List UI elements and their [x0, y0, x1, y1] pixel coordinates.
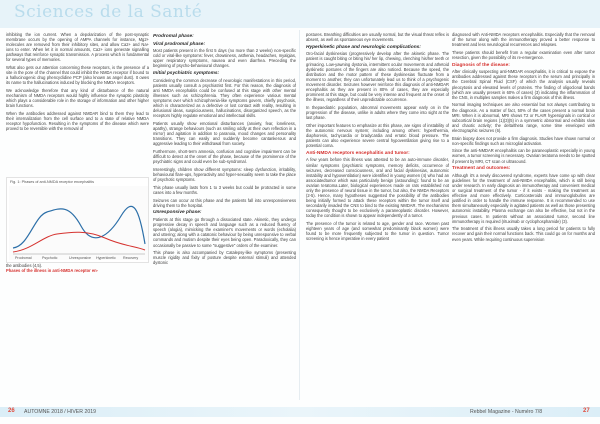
figure-phases [6, 177, 149, 263]
text-column-3 [306, 32, 449, 400]
section-heading: Treatment and outcomes: [452, 166, 511, 172]
paragraph: Considering the common decrease of neurologic manifestations in this period, patients usually consult a psychiatrist first. For this reason, the diagnosis of anti NMDA encephalitis could be confused at this stage with other mental illnesses such as schizophrenia. They often experience various mental symptoms over which schizophrenia-like symptoms govern, chiefly psychosis, which is characterized as a defective or lost contact with reality, resulting in delusional ideas, suspiciousness, hallucinations, disorganized speech, as the receptors highly regulate emotional and intellectual skills. [153, 77, 296, 119]
subheading: Viral prodromal phase: [153, 41, 206, 47]
figure-diagram [9, 186, 148, 260]
page-number-right: 27 [583, 408, 590, 414]
paragraph: Although it's a newly discovered syndrome, experts have come up with clear guidelines for the treatment of anti-NMDA encephalitis, which is still being under research. In early diagnosis an immunotherapy and convenient medical or surgical treatment of the tumor - if it exists - making the treatment as effective and more effectively. Corticosteroids and immunoglobulins are justified in order to handle the immune response. It is recommended to use them simultaneously especially in agitated patients as well as those presenting autonomic instability. Plasma exchange can also be effective, but not in the previous cases. In patients without an associated tumor, second line immunotherapy is required (rituximab or cyclophosphamide) (3). [452, 172, 595, 224]
paragraph: In thepaediatric population, abnormal movements appear early on in the progression of the disease, unlike in adults where they come into sight at the last phase. [306, 104, 449, 121]
paragraph: postures. Breathing difficulties are usually normal, but the visual threat reflex is absent, as well as spontaneous eye movements. [306, 32, 449, 43]
text-column-2 [153, 32, 296, 400]
paragraph: These patients should benefit from a regular examination even after tumor resection, given the possibility of its re-emergence. [452, 49, 595, 60]
phase-label: Psychotic [42, 256, 58, 260]
paragraph: What also gets our attention concerning these receptors, is the presence of a site in the pore of the channel that could inhibit the NMDA receptor if bound to a hallucinogenic drug phencyclidine PCP (also known as angel dust). It owes its name to the hallucinations induced by blocking the NMDA receptors. [6, 65, 149, 86]
caption-prefix: the antibodies (4,5). [6, 263, 43, 268]
paragraph: Most patients present in the first 5 days (no more than 2 weeks) non-specific cold or viral-like symptoms: fever, drowsiness, asthenia, headaches, myalgias, upper respiratory symptoms, nausea and even diarrhea. Preceding the beginning of psycho-behavioural changes. [153, 48, 296, 69]
paragraph: Furthermore, short-term amnesia, confusion and cognitive impairment can be difficult to detect at the onset of the phase, because of the prominence of the psychiatric signs and could even be sub-syndromal. [153, 149, 296, 165]
section-heading: Anti-NMDA receptors encephalitis and tumor: [306, 150, 410, 156]
paragraph: When the antibodies addressed against NMDAR bind to them they lead to their internalization from the cell surface and to a state of relative NMDA receptor hypofunction. Resulting in the symptoms of the disease which were proved to be reversible with the removal of [6, 111, 149, 132]
subheading: Unresponsive phase: [153, 210, 202, 216]
paragraph: Normal imaging techniques are also essential but not always contributing to the diagnosis. As a matter of fact, 50% of the cases present a normal brain MRI. When it is abnormal, MRI shows T2 or FLAIR hypersignals in cortical or subcortical brain regions (1)(3)(5) in a symmetric abnormal and exhibits slow and chaotic activity; the delta/theta range, some time enveloped with electrographic seizures (6). [452, 102, 595, 133]
phase-label: Prodromal [15, 256, 32, 260]
paragraph: The presence of the tumor is related to age, gender and race. Women past eighteen years of age (and somewhat predominantly black women) were found to be more frequently subjected to the tumor in question. Tumor screening is hence imperative in every patient [306, 221, 449, 242]
section-heading: Diagnosis of the disease: [452, 62, 510, 68]
subheading: Initial psychiatric symptoms: [153, 71, 220, 77]
figure-title: Fig. 1: Phases of anti-NMDA receptor encephalitis [10, 180, 94, 184]
phase-label: Recovery [123, 256, 139, 260]
caption-text: Phases of the illness in anti-NMDA receptor en- [6, 268, 98, 273]
paragraph: Seizures can occur at this phase and the patients fall into unresponsiveness driving them to the hospital. [153, 197, 296, 208]
paragraph: This phase is also accompanied by Catalepsy-like symptoms (presenting muscle rigidity and fixity of posture despite external stimuli) and attended dystonic [153, 250, 296, 266]
paragraph: Patients usually show emotional disturbances (anxiety, fear, loneliness, apathy), strange behaviours (such as smiling oddly at their own reflection in a mirror) and agitation in addition to paranoia, mood changes and personality transitions. They can easily and suddenly become cantankerous and aggressive leading to their withdrawal from society. [153, 121, 296, 147]
page-header [0, 0, 600, 28]
section-title: Sciences de la Santé [14, 2, 203, 22]
paragraph: Oro-facial dyskinesias (progressively develop after the akinetic phase. The patient is caught biting or biting his/ her lip, chewing, clenching his/her teeth or grimacing. Low-yawning dystonia, intermittent ocular movements and athetoid dyskinetic postures of the fingers are also noticed. Because the speed, the distribution and the motor pattern of these dyskinesias fluctuate from a moment to another, they can unfortunately lead us to think of a psychogenic movement disorder. Seizures however reinforce this diagnosis of anti-NMDAR encephalitis as they are present in 80% of cases, they are especially prominent at this stage, but could be very intense and frequent at the onset of the illness, regardless of their unpredictable occurrence. [306, 51, 449, 103]
phase-label: Hyperkinetic [96, 256, 116, 260]
phase-label: Unresponsive [69, 256, 91, 260]
paragraph: After clinically suspecting anti-NMDAR encephalitis, it is critical to expose the antibodies addressed against these receptors in the serum and principally in the Cerebral Spinal Fluid (CSF) of which the analysis usually reveals pleocytosis and elevated levels of proteins. The finding of oligoclonal bands (which are usually present in 60% of cases) (3) indicating the inflammation of the CNS, in multiples samples makes a firm diagnosis of this illness. [452, 69, 595, 100]
paragraph: This phase usually lasts from 1 to 3 weeks but could be protracted in some cases into a few months. [153, 184, 296, 195]
subheading: Hyperkinetic phase and neurologic complications: [306, 44, 421, 50]
paragraph: The treatment of this illness usually takes a long period for patients to fully recover and gain their normal functions back. This could go on for months and even years. While requiring continuous supervision [452, 226, 595, 242]
paragraph: diagnosed with Anti-NMDA receptors encephalitis. Especially that the removal of the tumor along with the immunotherapy proved a better response to treatment and less neurological recurrences and relapses. [452, 32, 595, 48]
footer-bar-right [300, 407, 600, 417]
paragraph: Other important features to emphasize at this phase, are signs of instability of the autonomic nervous system; including among others: hyperthermia, diaphoresis, tachycardia or bradycardia and erratic blood pressure. The patients can also experience severe central hypoventilation giving rise to a potential coma. [306, 122, 449, 149]
paragraph: Interestingly, children show different symptoms: sleep dysfunction, irritability, behavioural flare-ups, hyperactivity and hyper-sexuality seem to take the place of psychotic symptoms. [153, 167, 296, 183]
paragraph: Patients at this stage go through a dissociated state. Akinetic, they undergo progressive decay in speech and language such as a reduced fluency of speech (alogia), mimicking the examiner's movements or words (echolalia) and uttering; along with a catatonic behaviour by being unresponsive to verbal commands and mutism despite their eyes being open. Paradoxically, they can occasionally be passive to some "suggestive" orders of the examiner. [153, 217, 296, 248]
paragraph: A few years before this illness was attested to be an auto-immune disorder, similar symptoms (psychiatric symptoms, memory deficits, occurrence of seizures, decreased consciousness, oral and facial dyskinesias, autonomic instability and hypoventilation) were identified in young women (4) who had an associatedtumor which was particularly benign (astounding): found to be an ovarian teratoma.Later, biological experiences made on rats established not only the presence of neural tissue in the tumor, but also, the NMDA Receptors (2-5). Hence, many hypotheses suggested the possibility of the antibodies being initially formed to attack these receptors within the tumor itself and secondarily invaded the CNS to bind to the existing NMDAR. The mechanisms consequently thought to be exclusively a paraneoplastic disorder. However, today the condition is shown to appear independently of a tumor. [306, 157, 449, 219]
subheading: Prodromal phase: [153, 34, 194, 39]
page-number-left: 26 [8, 408, 15, 414]
text-column-4 [452, 32, 595, 400]
page-gutter [299, 30, 300, 400]
paragraph: inhibiting the ion current. When a depolarization of the post-synaptic membrane occurs by the opening of AMPA channels for instance, Mg2+ molecules are removed from their inhibitory sites, and allow Ca2+ and Na+ ions to enter. When let it in normal amounts, Ca2+ ions generate signalling pathways that reinforce synaptic transmission. A process which is fundamental for several types of memories. [6, 32, 149, 63]
figure-caption [6, 263, 149, 273]
paragraph: We acknowledge therefore that any kind of disturbance of the natural mechanism of NMDA receptors would highly influence the synaptic plasticity which plays a considerable role in the storage of information and other higher brain functions. [6, 88, 149, 109]
paragraph: Since the anti-NMDAR encephalitis can be paraneoplastic especially in young women, a tumor screening is necessary. Ovarian teratoma needs to be spotted if present by MRI, CT scan or ultrasound. [452, 148, 595, 164]
paragraph: Brain biopsy does not provide a firm diagnosis. Studies have shown normal or non-specific findings such as microglial activation. [452, 135, 595, 146]
issue-label-left: AUTOMNE 2018 / HIVER 2019 [24, 408, 96, 415]
issue-label-right: Rebbel Magazine - Numéro 7/8 [470, 408, 543, 415]
